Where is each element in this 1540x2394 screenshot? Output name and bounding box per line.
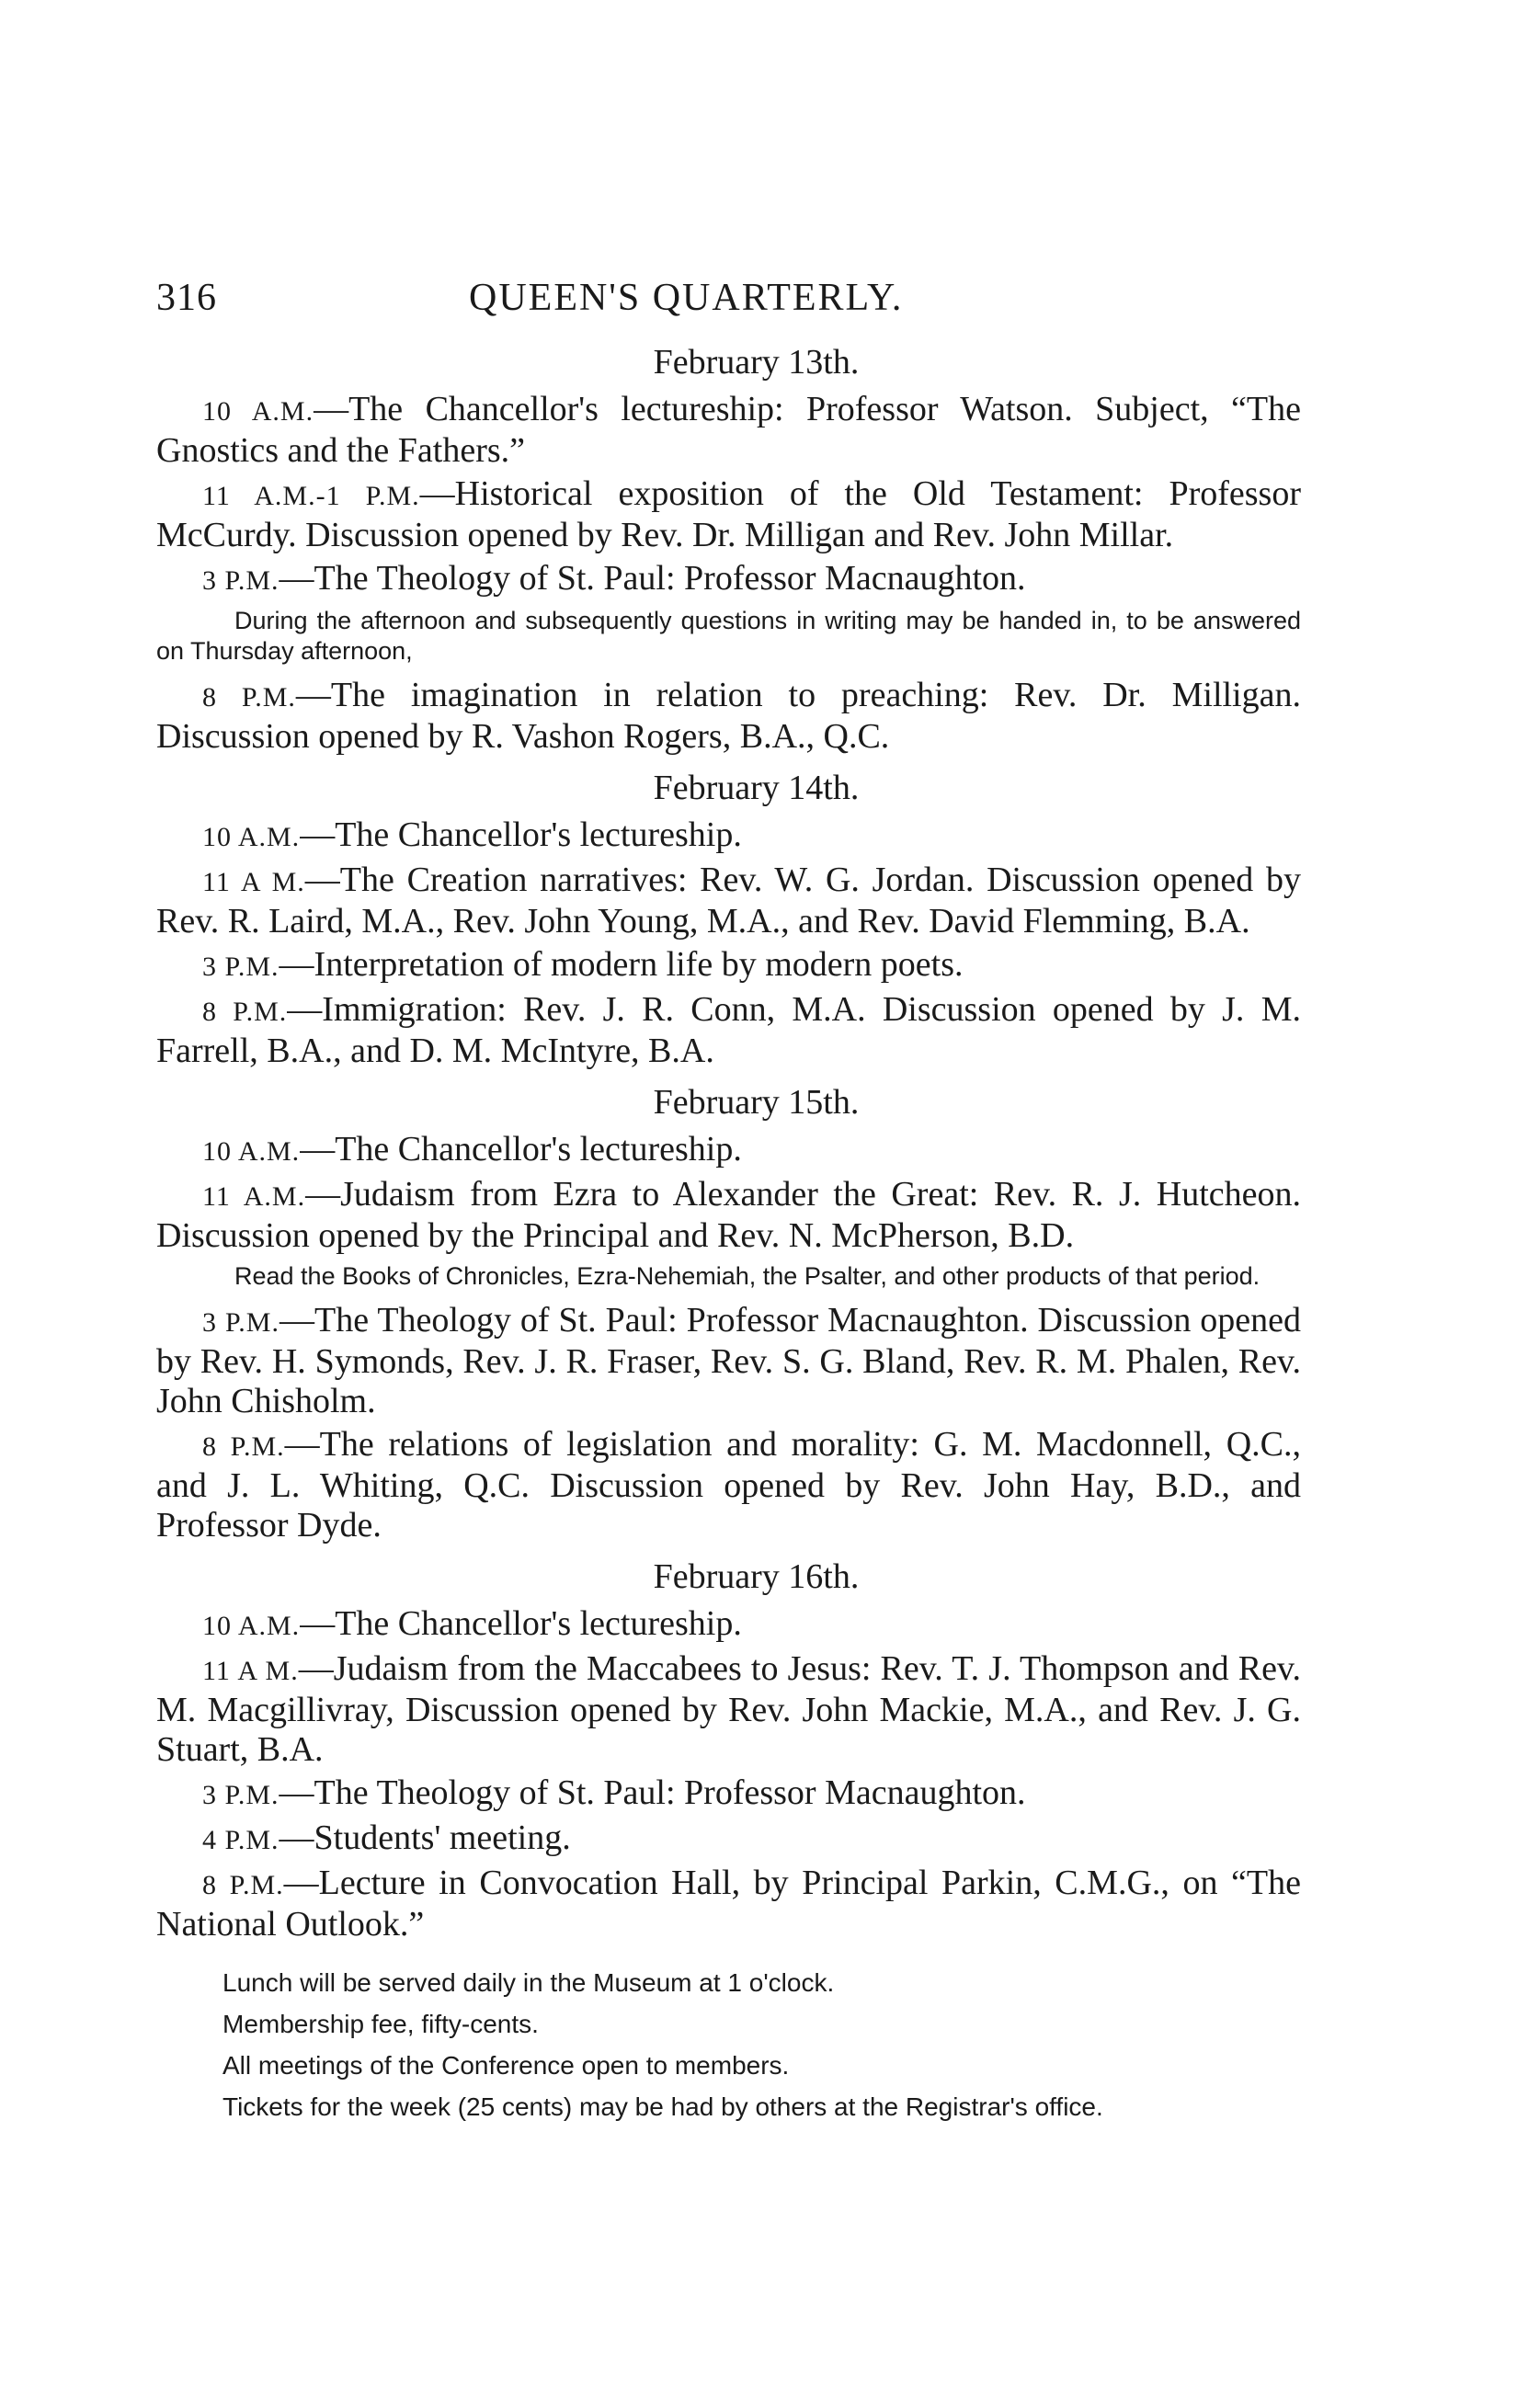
entry-text: —The Theology of St. Paul: Professor Macnaughton. [279, 559, 1026, 598]
entry-text: —The Chancellor's lectureship. [300, 1130, 742, 1168]
schedule-entry [156, 1773, 1301, 1815]
entry-time: 8 P.M. [202, 997, 288, 1027]
entry-text: —The Chancellor's lectureship: Professor Watson. Subject, “The Gnostics and the Fathers.” [156, 390, 1302, 470]
entry-text: —The Theology of St. Paul: Professor Macnaughton. Discussion opened by Rev. H. Symonds, Rev. J. R. Fraser, Rev. S. G. Bland, Rev. R. M. Phalen, Rev. John Chisholm. [156, 1301, 1301, 1420]
day-section [156, 1082, 1301, 1545]
entry-text: —The Chancellor's lectureship. [300, 1604, 742, 1643]
entry-text: —Lecture in Convocation Hall, by Principal Parkin, C.M.G., on “The National Outlook.” [156, 1864, 1301, 1944]
entry-text: —Interpretation of modern life by modern poets. [279, 945, 964, 984]
entry-time: 8 P.M. [202, 1431, 285, 1462]
closing-note: Membership fee, fifty-cents. [222, 2010, 539, 2038]
entry-time: 11 A M. [202, 1656, 299, 1686]
schedule-entry [156, 945, 1301, 986]
entry-text: —Students' meeting. [279, 1818, 571, 1857]
entry-text: —Immigration: Rev. J. R. Conn, M.A. Discussion opened by J. M. Farrell, B.A., and D. M. McIntyre, B.A. [156, 990, 1301, 1070]
entry-time: 10 A.M. [202, 1611, 301, 1641]
schedule-entry [156, 676, 1301, 757]
entry-time: 11 A.M. [202, 1181, 306, 1212]
entry-text: —The Creation narratives: Rev. W. G. Jordan. Discussion opened by Rev. R. Laird, M.A., Rev. John Young, M.A., and Rev. David Flemming, B.A. [156, 861, 1301, 940]
entry-text: —Judaism from Ezra to Alexander the Great: Rev. R. J. Hutcheon. Discussion opened by the Principal and Rev. N. McPherson, B.D. [156, 1175, 1301, 1255]
schedule-entry [156, 990, 1301, 1071]
journal-title: QUEEN'S QUARTERLY. [469, 277, 904, 319]
day-note: Read the Books of Chronicles, Ezra-Nehemiah, the Psalter, and other products of that period. [234, 1262, 1261, 1290]
day-heading: February 13th. [653, 343, 860, 382]
schedule-entry [156, 1425, 1301, 1545]
entry-text: —Historical exposition of the Old Testament: Professor McCurdy. Discussion opened by Rev. Dr. Milligan and Rev. John Millar. [156, 474, 1301, 554]
entry-text: —The relations of legislation and morality: G. M. Macdonnell, Q.C., and J. L. Whiting, Q.C. Discussion opened by Rev. John Hay, B.D., and Professor Dyde. [156, 1425, 1301, 1545]
day-note: During the afternoon and subsequently questions in writing may be handed in, to be answered on Thursday afternoon, [156, 607, 1301, 665]
schedule-entry [156, 861, 1301, 941]
closing-notes [156, 1968, 1301, 2122]
entry-time: 8 P.M. [202, 1870, 284, 1900]
schedule-entry [156, 815, 1301, 857]
schedule-entry [156, 1818, 1301, 1860]
closing-note: All meetings of the Conference open to members. [222, 2051, 790, 2080]
day-heading: February 15th. [653, 1083, 860, 1122]
entry-text: —The imagination in relation to preaching: Rev. Dr. Milligan. Discussion opened by R. Vashon Rogers, B.A., Q.C. [156, 676, 1301, 756]
entry-time: 3 P.M. [202, 1780, 279, 1810]
entry-time: 11 A.M.-1 P.M. [202, 481, 420, 511]
day-section [156, 768, 1301, 1071]
entry-time: 3 P.M. [202, 565, 279, 596]
day-heading: February 14th. [653, 769, 860, 807]
entry-time: 11 A M. [202, 867, 305, 897]
document-page [156, 276, 1301, 2134]
schedule-entry [156, 390, 1301, 471]
day-section [156, 342, 1301, 757]
day-heading: February 16th. [653, 1557, 860, 1596]
day-section [156, 1556, 1301, 1944]
page-number: 316 [156, 277, 217, 319]
entry-text: —Judaism from the Maccabees to Jesus: Rev. T. J. Thompson and Rev. M. Macgillivray, Discussion opened by Rev. John Mackie, M.A., and Rev. J. G. Stuart, B.A. [156, 1649, 1302, 1769]
closing-note: Lunch will be served daily in the Museum at 1 o'clock. [222, 1968, 835, 1997]
entry-time: 10 A.M. [202, 822, 301, 852]
schedule-entry [156, 559, 1301, 600]
entry-time: 3 P.M. [202, 1307, 279, 1338]
entry-time: 4 P.M. [202, 1825, 279, 1855]
schedule-entry [156, 474, 1301, 555]
entry-text: —The Theology of St. Paul: Professor Macnaughton. [279, 1773, 1026, 1812]
running-head [156, 276, 1301, 331]
entry-time: 10 A.M. [202, 1136, 301, 1167]
closing-note: Tickets for the week (25 cents) may be had by others at the Registrar's office. [222, 2092, 1103, 2121]
schedule-entry [156, 1604, 1301, 1646]
schedule-entry [156, 1301, 1301, 1421]
entry-time: 8 P.M. [202, 682, 296, 712]
schedule-entry [156, 1649, 1301, 1770]
entry-time: 10 A.M. [202, 396, 314, 427]
schedule-entry [156, 1130, 1301, 1171]
entry-time: 3 P.M. [202, 952, 279, 982]
schedule-entry [156, 1864, 1301, 1944]
entry-text: —The Chancellor's lectureship. [300, 815, 742, 854]
schedule-entry [156, 1175, 1301, 1256]
